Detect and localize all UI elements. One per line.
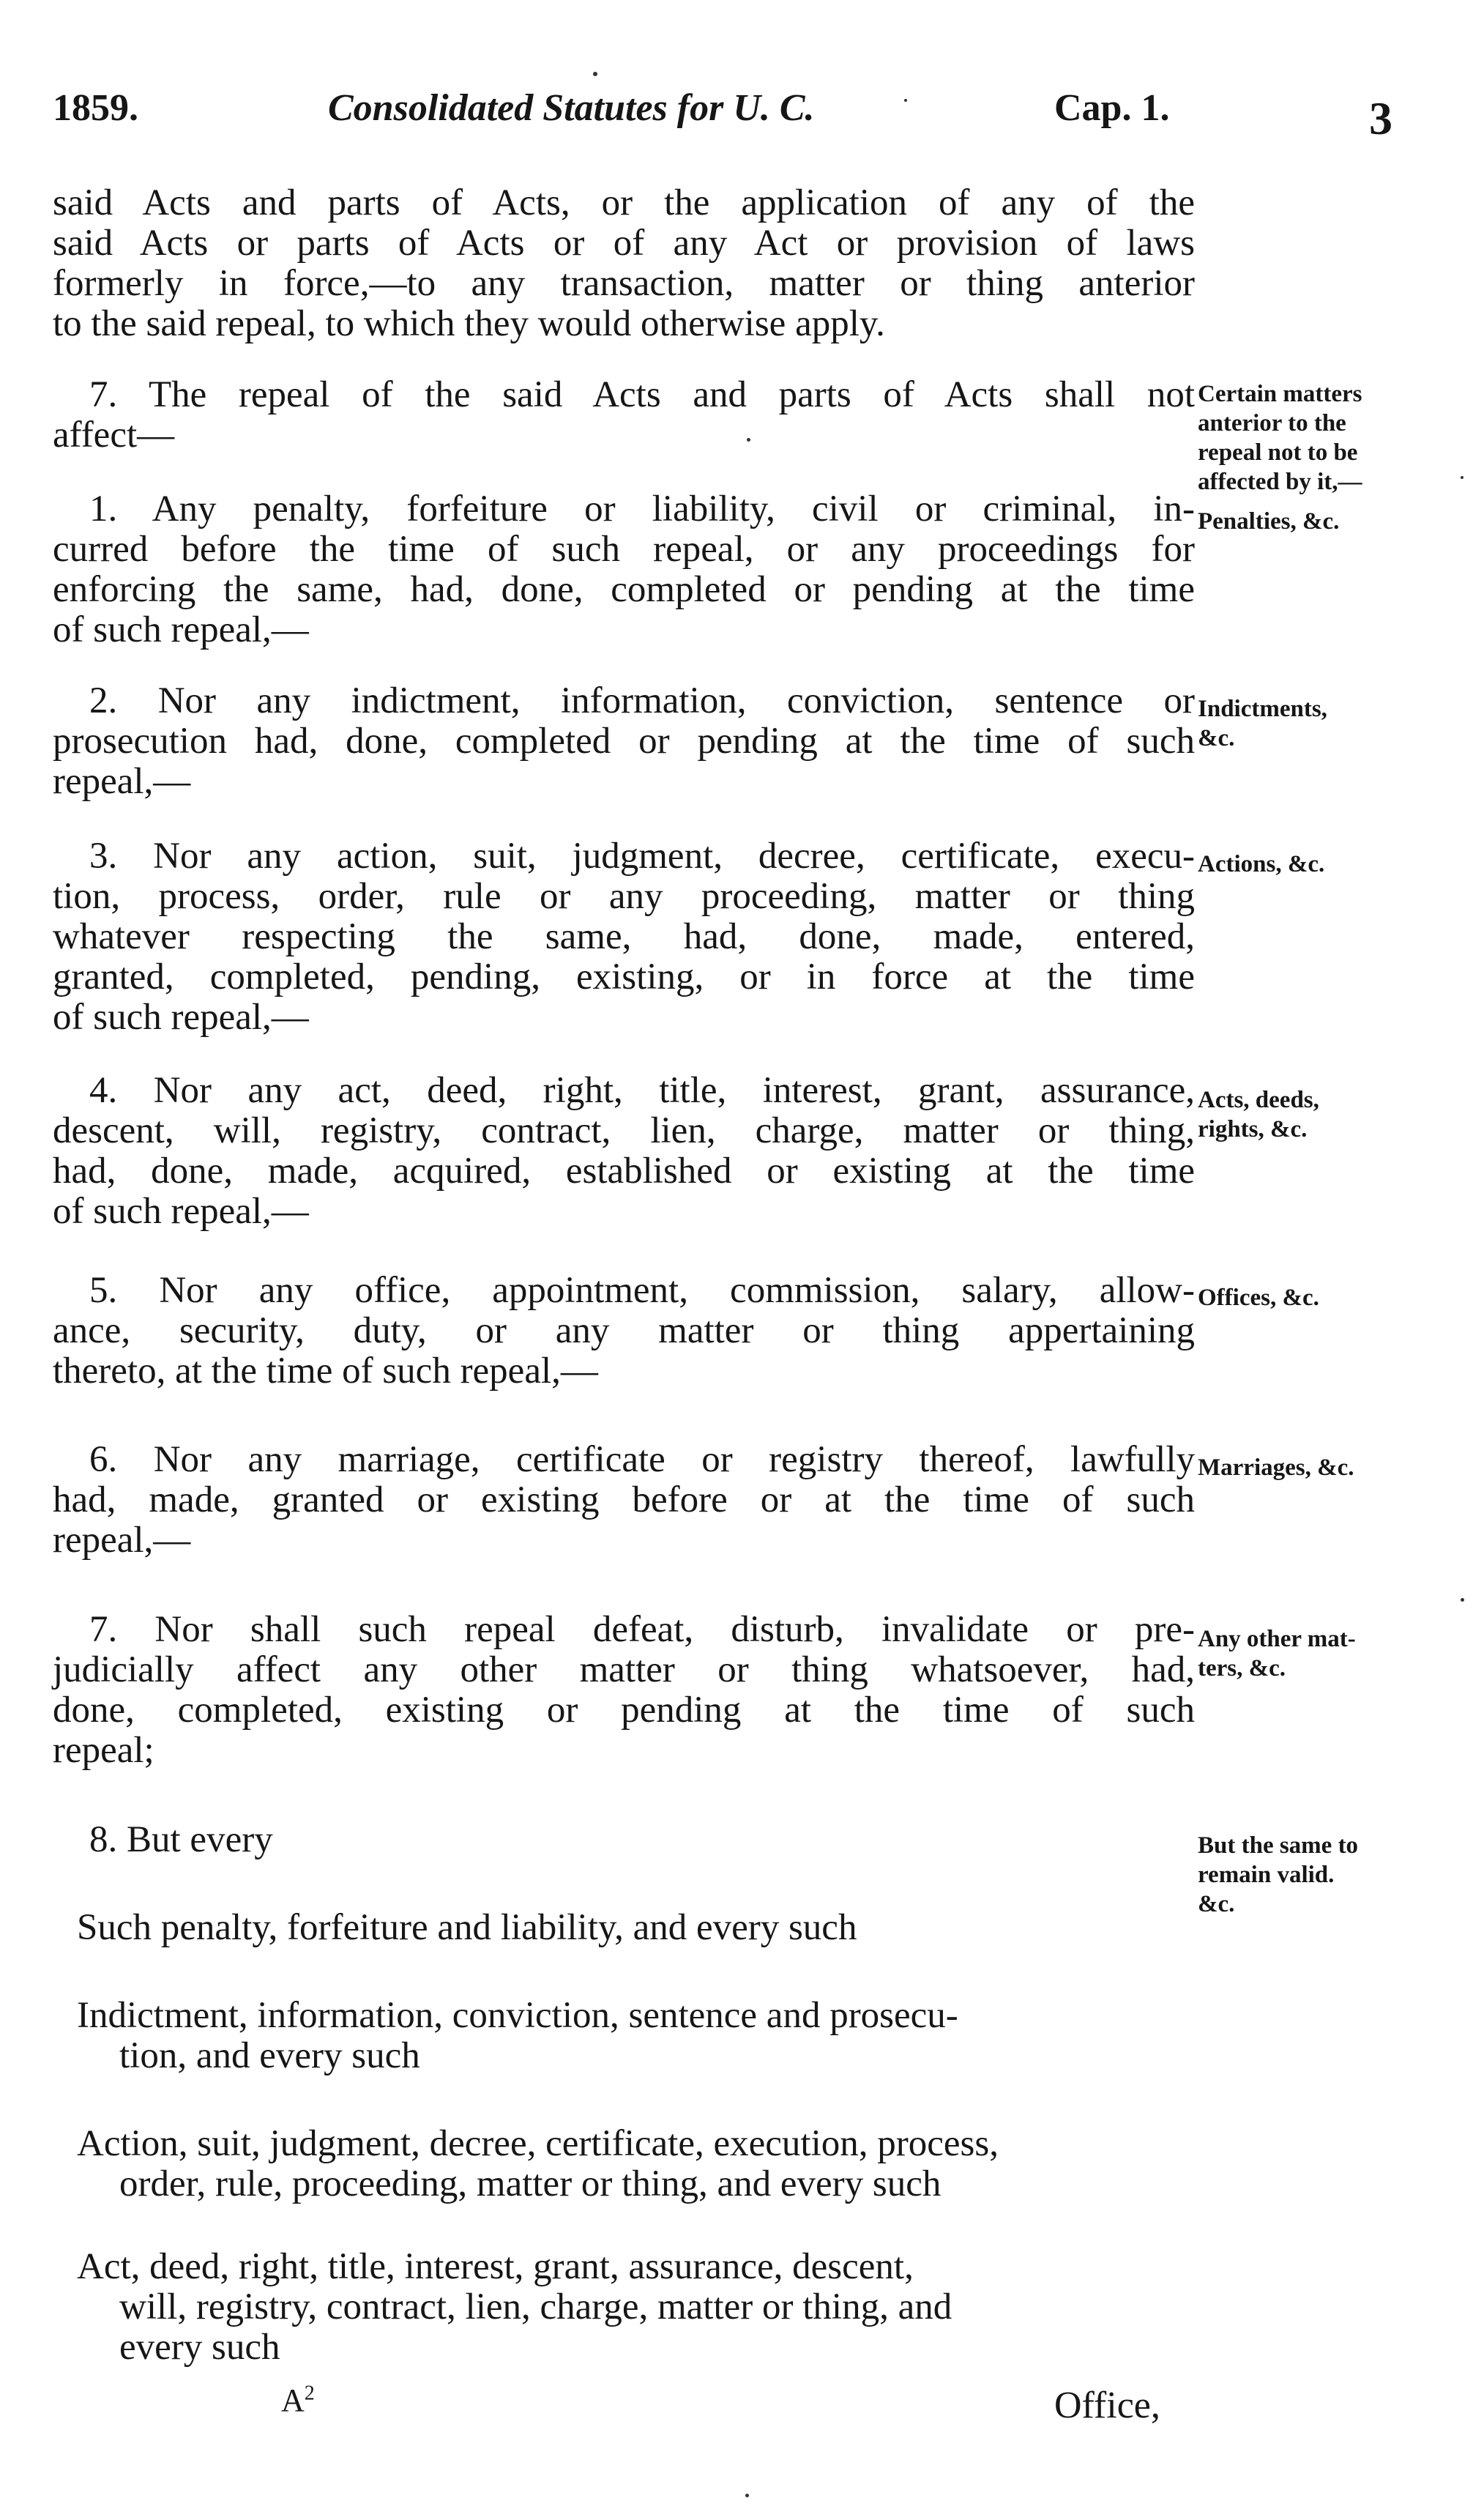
note-line: Actions, &c.: [1198, 851, 1325, 877]
text-line: of such repeal,—: [53, 997, 309, 1038]
margin-note-indictments: [1198, 694, 1417, 753]
text-line: ance, security, duty, or any matter or thing appertaining: [53, 1310, 1195, 1351]
subsection-3: [53, 836, 1195, 1038]
text-line: 4. Nor any act, deed, right, title, interest, grant, assurance,: [89, 1070, 1195, 1111]
text-line: 5. Nor any office, appointment, commission, salary, allow-: [89, 1270, 1195, 1311]
text-line: 7. The repeal of the said Acts and parts of Acts shall not: [89, 374, 1195, 415]
text-line: Such penalty, forfeiture and liability, and every such: [77, 1907, 857, 1948]
text-line: formerly in force,—to any transaction, matter or thing anterior: [53, 263, 1195, 304]
text-line: Act, deed, right, title, interest, grant, assurance, descent,: [77, 2246, 914, 2287]
text-line: 1. Any penalty, forfeiture or liability, civil or criminal, in-: [89, 488, 1195, 529]
running-head-year: 1859.: [53, 87, 138, 129]
note-line: But the same to: [1198, 1832, 1359, 1859]
margin-note-marriages: [1198, 1453, 1417, 1482]
text-line: 3. Nor any action, suit, judgment, decree, certificate, execu-: [89, 836, 1195, 877]
note-line: remain valid.: [1198, 1862, 1335, 1888]
note-line: Acts, deeds,: [1198, 1087, 1319, 1113]
subsection-6: [53, 1440, 1195, 1561]
text-line: Indictment, information, conviction, sentence and prosecu-: [77, 1995, 958, 2036]
note-line: &c.: [1198, 1891, 1235, 1917]
note-line: Offices, &c.: [1198, 1285, 1319, 1311]
running-head-title: Consolidated Statutes for U. C.: [328, 87, 815, 129]
note-line: rights, &c.: [1198, 1116, 1308, 1142]
text-line: every such: [119, 2327, 280, 2368]
section-7: [53, 375, 1195, 456]
text-line: judicially affect any other matter or thing whatsoever, had,: [53, 1649, 1195, 1690]
catchword: Office,: [1054, 2385, 1160, 2426]
signature-letter: A: [281, 2382, 305, 2418]
text-line: had, done, made, acquired, established or existing at the time: [53, 1151, 1195, 1192]
subsection-4: [53, 1071, 1195, 1232]
text-line: whatever respecting the same, had, done, made, entered,: [53, 916, 1195, 957]
margin-note-penalties: [1198, 507, 1417, 536]
margin-note-certain-matters: [1198, 379, 1417, 497]
note-line: &c.: [1198, 725, 1235, 751]
note-line: Any other mat-: [1198, 1626, 1356, 1652]
text-line: of such repeal,—: [53, 1191, 309, 1232]
scan-speck: [747, 438, 750, 442]
intro-paragraph: [53, 183, 1195, 344]
scan-speck: [745, 2494, 749, 2497]
text-line: of such repeal,—: [53, 609, 309, 650]
scan-speck: [1461, 476, 1464, 479]
text-line: affect—: [53, 415, 175, 456]
margin-note-acts-deeds: [1198, 1085, 1417, 1144]
text-line: repeal,—: [53, 761, 191, 802]
text-line: prosecution had, done, completed or pending at the time of such: [53, 721, 1195, 762]
text-line: said Acts or parts of Acts or of any Act or provision of laws: [53, 223, 1195, 264]
note-line: Certain matters: [1198, 381, 1362, 407]
clause-penalty: [77, 1908, 1175, 1948]
text-line: 6. Nor any marriage, certificate or registry thereof, lawfully: [89, 1439, 1195, 1480]
subsection-2: [53, 681, 1195, 802]
scan-speck: [593, 72, 597, 76]
margin-note-offices: [1198, 1283, 1417, 1312]
note-line: anterior to the: [1198, 410, 1346, 436]
text-line: tion, process, order, rule or any proceeding, matter or thing: [53, 876, 1195, 917]
note-line: Indictments,: [1198, 696, 1327, 722]
text-line: curred before the time of such repeal, or any proceedings for: [53, 529, 1195, 570]
clause-indictment: [77, 1996, 1175, 2076]
note-line: ters, &c.: [1198, 1655, 1286, 1682]
margin-note-remain-valid: [1198, 1831, 1417, 1919]
text-line: enforcing the same, had, done, completed or pending at the time: [53, 569, 1195, 610]
subsection-7: [53, 1610, 1195, 1771]
text-line: will, registry, contract, lien, charge, matter or thing, and: [119, 2286, 952, 2327]
text-line: had, made, granted or existing before or at the time of such: [53, 1479, 1195, 1520]
text-line: repeal;: [53, 1730, 154, 1771]
running-head-chapter: Cap. 1.: [1054, 87, 1170, 129]
clause-action: [77, 2124, 1175, 2204]
text-line: to the said repeal, to which they would otherwise apply.: [53, 303, 885, 344]
text-line: order, rule, proceeding, matter or thing, and every such: [119, 2163, 942, 2204]
page-number: 3: [1369, 92, 1392, 144]
text-line: granted, completed, pending, existing, or in force at the time: [53, 956, 1195, 997]
subsection-5: [53, 1271, 1195, 1391]
text-line: 7. Nor shall such repeal defeat, disturb, invalidate or pre-: [89, 1609, 1195, 1650]
signature-mark: [281, 2382, 315, 2419]
text-line: tion, and every such: [119, 2035, 420, 2076]
scan-speck: [1461, 1598, 1464, 1602]
text-line: done, completed, existing or pending at the time of such: [53, 1690, 1195, 1731]
text-line: said Acts and parts of Acts, or the application of any of the: [53, 182, 1195, 223]
text-line: 2. Nor any indictment, information, conviction, sentence or: [89, 680, 1195, 721]
text-line: repeal,—: [53, 1520, 191, 1561]
text-line: 8. But every: [89, 1819, 273, 1860]
signature-superscript: 2: [304, 2382, 315, 2405]
note-line: Penalties, &c.: [1198, 508, 1340, 535]
margin-note-other-matters: [1198, 1624, 1417, 1683]
note-line: Marriages, &c.: [1198, 1454, 1354, 1481]
clause-act-deed: [77, 2247, 1175, 2368]
text-line: thereto, at the time of such repeal,—: [53, 1350, 598, 1391]
note-line: affected by it,—: [1198, 469, 1362, 495]
margin-note-actions: [1198, 850, 1417, 879]
note-line: repeal not to be: [1198, 439, 1358, 466]
scan-speck: [904, 99, 907, 102]
subsection-1: [53, 489, 1195, 650]
text-line: descent, will, registry, contract, lien, charge, matter or thing,: [53, 1110, 1195, 1151]
text-line: Action, suit, judgment, decree, certificate, execution, process,: [77, 2123, 999, 2164]
subsection-8: [53, 1820, 1195, 1860]
